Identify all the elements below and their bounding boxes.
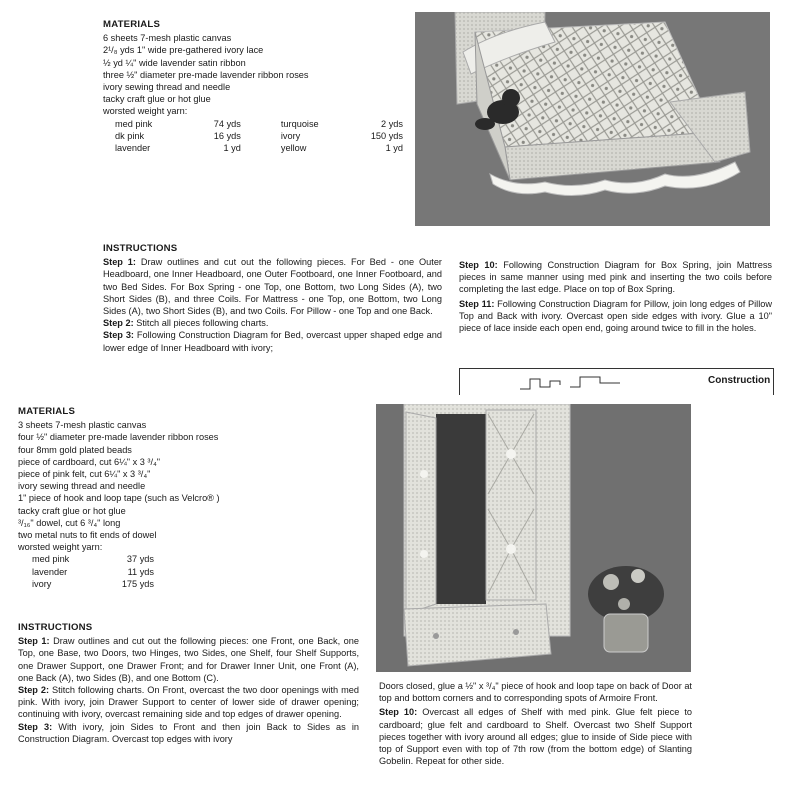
- armoire-illustration: [376, 404, 691, 672]
- bed-material-item: three ½" diameter pre-made lavender ribbon roses: [103, 69, 309, 80]
- armoire-step-1: Step 1: Draw outlines and cut out the following pieces: one Front, one Back, one Top, one Base, two Doors, two Hinges, two Sides, one Shelf, four Shelf Supports, one Drawer Support, one Drawer Front; and for Drawer Inner Unit, one Front (A), one Back (A), two Sides (B), and one Bottom (C).: [18, 636, 359, 683]
- armoire-material-item: ³/₁₆" dowel, cut 6 ³/₄" long: [18, 517, 121, 528]
- armoire-materials-heading: MATERIALS: [18, 406, 76, 417]
- bed-material-item: worsted weight yarn:: [103, 106, 188, 117]
- bed-illustration: [415, 12, 770, 226]
- bed-step-11: Step 11: Following Construction Diagram for Pillow, join long edges of Pillow Top and Back with ivory. Overcast open side edges with ivory. Glue a 10" piece of lace inside each open end, going around twice to fill in the holes.: [459, 298, 772, 334]
- armoire-material-item: four 8mm gold plated beads: [18, 444, 132, 455]
- bed-material-item: ivory sewing thread and needle: [103, 82, 231, 93]
- armoire-step-2: Step 2: Stitch following charts. On Front, overcast the two door openings with med pink. With ivory, join Drawer Support to center of lower side of drawer opening; continuing with ivory, overcast remaining side and top edges of drawer opening.: [18, 685, 359, 720]
- armoire-material-item: four ½" diameter pre-made lavender ribbon roses: [18, 432, 219, 443]
- bed-step-2: Step 2: Stitch all pieces following charts.: [103, 318, 269, 329]
- bed-yarn-row: dk pink 16 yds ivory 150 yds: [115, 130, 403, 141]
- armoire-materials: [18, 406, 318, 590]
- bed-instructions-heading: INSTRUCTIONS: [103, 243, 178, 254]
- bed-material-item: 6 sheets 7-mesh plastic canvas: [103, 33, 232, 44]
- bed-step-1: Step 1: Draw outlines and cut out the following pieces. For Bed - one Outer Headboard, one Inner Headboard, one Outer Footboard, one Inner Footboard, and two Bed Sides. For Box Spring - one Top, one Bottom, two Long Sides (A), two Short Sides (B), and three Coils. For Mattress - one Top, one Bottom, two Long Sides (A), two Short Sides (B), and two Coils. For Pillow - one Top and one Back.: [103, 257, 442, 317]
- bed-materials-heading: MATERIALS: [103, 19, 161, 30]
- diagram-outline: [520, 371, 660, 397]
- armoire-step-3: Step 3: With ivory, join Sides to Front and then join Back to Sides as in Construction Diagram. Overcast top edges with ivory: [18, 721, 359, 744]
- construction-diagram-box: [459, 368, 774, 395]
- bed-instructions-col2: [459, 259, 772, 334]
- armoire-yarn-row: lavender 11 yds: [32, 566, 154, 577]
- diagram-title: Construction: [708, 375, 771, 386]
- armoire-material-item: ivory sewing thread and needle: [18, 481, 146, 492]
- bed-material-item: 2¹/₈ yds 1" wide pre-gathered ivory lace: [103, 45, 264, 56]
- bed-material-item: ½ yd ¼" wide lavender satin ribbon: [103, 57, 246, 68]
- armoire-material-item: two metal nuts to fit ends of dowel: [18, 530, 157, 541]
- bed-yarn-row: lavender 1 yd yellow 1 yd: [115, 143, 403, 154]
- bed-material-item: tacky craft glue or hot glue: [103, 94, 211, 105]
- armoire-material-item: 1" piece of hook and loop tape (such as Velcro® ): [18, 493, 220, 504]
- armoire-photo: [376, 404, 691, 672]
- bed-materials: [103, 19, 403, 154]
- armoire-material-item: piece of pink felt, cut 6¼" x 3 ³/₄": [18, 469, 151, 480]
- armoire-yarn-row: med pink 37 yds: [32, 554, 154, 565]
- armoire-step-10: Step 10: Overcast all edges of Shelf with med pink. Glue felt piece to cardboard; glue felt and cardboard to Shelf. Overcast two Shelf Support pieces together with ivory around all edges; glue to inside of Side piece with top of Support even with top of 7th row (from the bottom edge) of Slanting Gobelin. Repeat for other side.: [379, 707, 692, 767]
- armoire-step-9-cont: Doors closed, glue a ½" x ³/₄" piece of hook and loop tape on back of Door at top and bottom corners and to corresponding spots of Armoire Front.: [379, 681, 692, 704]
- armoire-instructions-col2: [379, 680, 692, 768]
- armoire-instructions: [18, 622, 359, 746]
- armoire-yarn-row: ivory 175 yds: [32, 578, 154, 589]
- armoire-material-item: piece of cardboard, cut 6¼" x 3 ³/₄": [18, 456, 161, 467]
- bed-step-3: Step 3: Following Construction Diagram for Bed, overcast upper shaped edge and lower edge of Inner Headboard with ivory;: [103, 330, 442, 353]
- bed-instructions: [103, 243, 442, 354]
- armoire-material-item: worsted weight yarn:: [18, 542, 103, 553]
- armoire-material-item: 3 sheets 7-mesh plastic canvas: [18, 420, 147, 431]
- bed-step-10: Step 10: Following Construction Diagram for Box Spring, join Mattress pieces in same manner using med pink and inserting the two coils before completing the last edge. Place on top of Box Spring.: [459, 260, 773, 295]
- armoire-instructions-heading: INSTRUCTIONS: [18, 622, 93, 633]
- armoire-material-item: tacky craft glue or hot glue: [18, 505, 126, 516]
- bed-photo: [415, 12, 770, 226]
- bed-yarn-row: med pink 74 yds turquoise 2 yds: [115, 118, 403, 129]
